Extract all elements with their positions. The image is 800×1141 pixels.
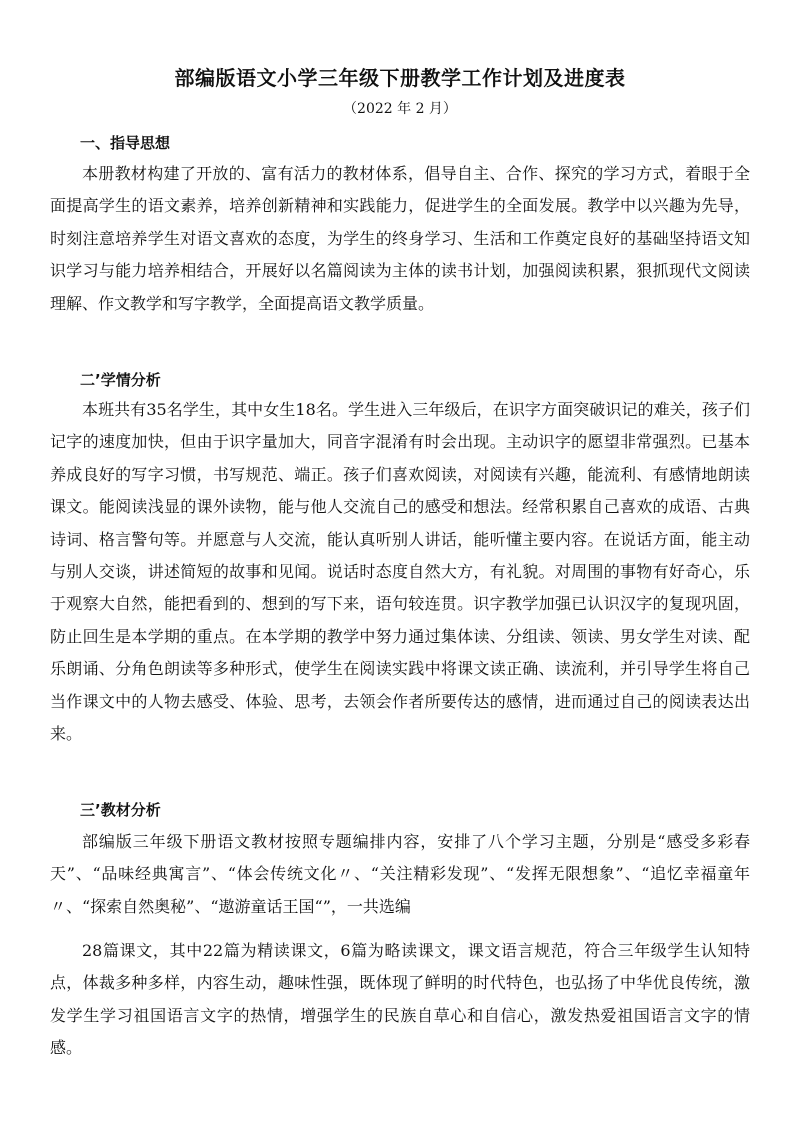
document-title: 部编版语文小学三年级下册教学工作计划及进度表 bbox=[174, 66, 626, 90]
document-date: （2022 年 2 月） bbox=[343, 101, 457, 117]
section-paragraph: 28篇课文，其中22篇为精读课文，6篇为略读课文，课文语言规范，符合三年级学生认知特点，体裁多种多样，内容生动，趣味性强，既体现了鲜明的时代特色，也弘扬了中华优良传统，激发学生学习祖国语言文字的热情，增强学生的民族自草心和自信心，激发热爱祖国语言文字的情感。 bbox=[50, 941, 750, 1058]
section-paragraph: 本班共有35名学生，其中女生18名。学生进入三年级后，在识字方面突破识记的难关，孩子们记字的速度加快，但由于识字量加大，同音字混淆有时会出现。主动识字的愿望非常强烈。已基本养成良好的写字习惯，书写规范、端正。孩子们喜欢阅读，对阅读有兴趣，能流利、有感情地朗读课文。能阅读浅显的课外读物，能与他人交流自己的感受和想法。经常积累自己喜欢的成语、古典诗词、格言警句等。并愿意与人交流，能认真听别人讲话，能听懂主要内容。在说话方面，能主动与别人交谈，讲述简短的故事和见闻。说话时态度自然大方，有礼貌。对周围的事物有好奇心，乐于观察大自然，能把看到的、想到的写下来，语句较连贯。识字教学加强已认识汉字的复现巩固，防止回生是本学期的重点。在本学期的教学中努力通过集体读、分组读、领读、男女学生对读、配乐朗诵、分角色朗读等多种形式，使学生在阅读实践中将课文读正确、读流利，并引导学生将自己当作课文中的人物去感受、体验、思考，去领会作者所要传达的感情，进而通过自己的阅读表达出来。 bbox=[50, 400, 750, 744]
section-heading-student-analysis: 二’学情分析 bbox=[80, 371, 161, 389]
section-heading-textbook-analysis: 三’教材分析 bbox=[80, 801, 161, 819]
section-paragraph: 本册教材构建了开放的、富有活力的教材体系，倡导自主、合作、探究的学习方式，着眼于全面提高学生的语文素养，培养创新精神和实践能力，促进学生的全面发展。教学中以兴趣为先导，时刻注意培养学生对语文喜欢的态度，为学生的终身学习、生活和工作奠定良好的基础坚持语文知识学习与能力培养相结合，开展好以名篇阅读为主体的读书计划，加强阅读积累，狠抓现代文阅读理解、作文教学和写字教学，全面提高语文教学质量。 bbox=[50, 164, 750, 313]
section-heading-guiding-thought: 一、指导思想 bbox=[80, 134, 171, 152]
section-paragraph: 部编版三年级下册语文教材按照专题编排内容，安排了八个学习主题，分别是“感受多彩春天”、“品味经典寓言”、“体会传统文化〃、“关注精彩发现”、“发挥无限想象”、“追忆幸福童年〃、“探索自然奥秘”、“遨游童话王国“”，一共选编 bbox=[50, 832, 750, 916]
